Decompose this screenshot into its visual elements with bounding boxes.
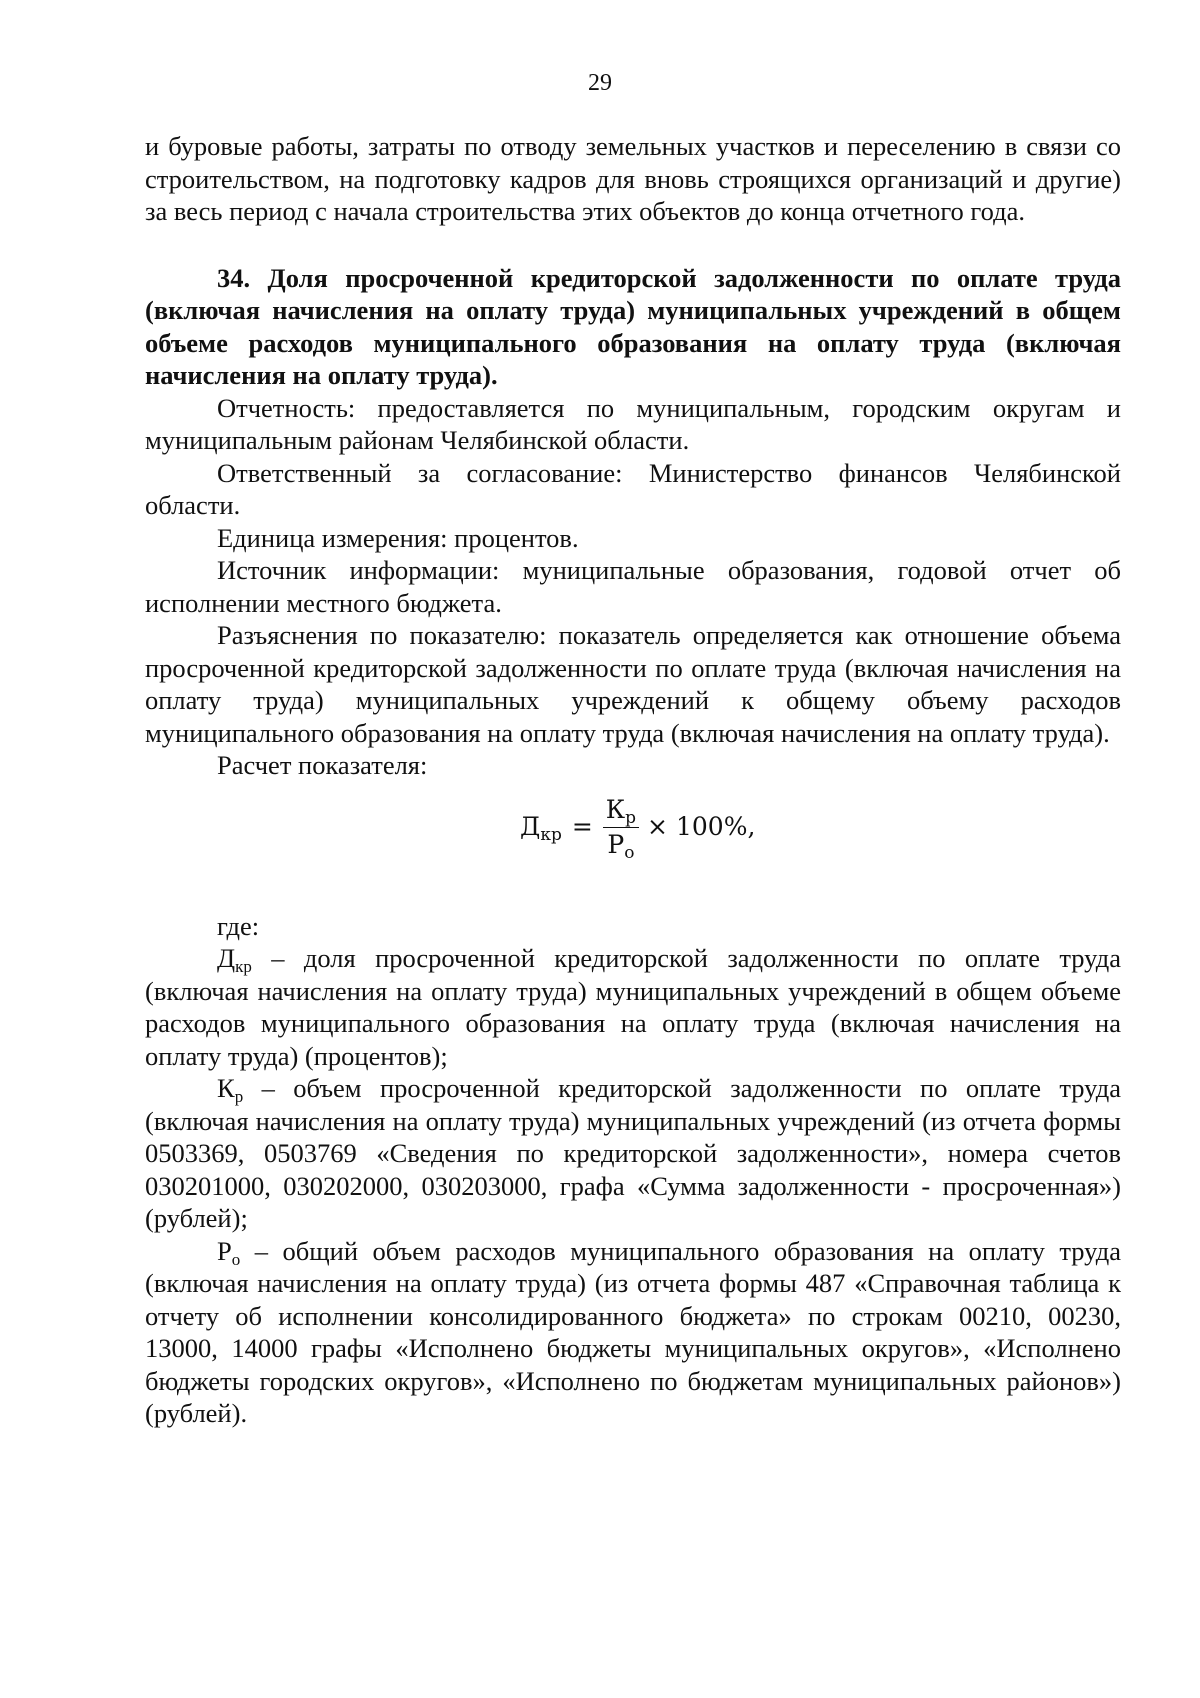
formula-equals: = bbox=[571, 812, 593, 842]
formula-fraction bbox=[603, 795, 639, 863]
calc-label: Расчет показателя: bbox=[217, 750, 428, 780]
formula-lhs: $Д_{кр}$ bbox=[520, 812, 562, 846]
formula-block bbox=[145, 782, 1121, 910]
definition-kr: $К_р$ – объем просроченной кредиторской задолженности по оплате труда (включая начисления на оплату труда) муниципальных учреждений (из отчета формы 0503369, 0503769 «Сведения по кредиторской задолженности», номера счетов 030201000, 030202000, 030203000, графа «Сумма задолженности - просроченная») (рублей); bbox=[145, 1073, 1121, 1233]
definition-dkr: $Д_{кр}$ – доля просроченной кредиторской задолженности по оплате труда (включая начисления на оплату труда) муниципальных учреждений в общем объеме расходов муниципального образования на оплату труда (включая начисления на оплату труда) (процентов); bbox=[145, 943, 1121, 1071]
definition-ro: $Р_о$ – общий объем расходов муниципального образования на оплату труда (включая начисления на оплату труда) (из отчета формы 487 «Справочная таблица к отчету об исполнении консолидированного бюджета» по строкам 00210, 00230, 13000, 14000 графы «Исполнено бюджеты муниципальных округов», «Исполнено бюджеты городских округов», «Исполнено по бюджетам муниципальных районов») (рублей). bbox=[145, 1235, 1121, 1428]
formula bbox=[520, 788, 755, 868]
section-heading: 34. Доля просроченной кредиторской задолженности по оплате труда (включая начисления на оплату труда) муниципальных учреждений в общем объеме расходов муниципального образования на оплату труда (включая начисления на оплату труда). bbox=[145, 262, 1121, 390]
explanation-paragraph: Разъяснения по показателю: показатель определяется как отношение объема просроченной кредиторской задолженности по оплате труда (включая начисления на оплату труда) муниципальных учреждений к общему объему расходов муниципального образования на оплату труда (включая начисления на оплату труда). bbox=[145, 620, 1121, 748]
formula-numerator: $К_р$ bbox=[603, 795, 639, 828]
intro-paragraph: и буровые работы, затраты по отводу земельных участков и переселению в связи со строительством, на подготовку кадров для вновь строящихся организаций и другие) за весь период с начала строительства этих объектов до конца отчетного года. bbox=[145, 131, 1121, 226]
document-body bbox=[145, 130, 1121, 1430]
where-label: где: bbox=[217, 910, 260, 941]
source-paragraph: Источник информации: муниципальные образования, годовой отчет об исполнении местного бюджета. bbox=[145, 555, 1121, 618]
reporting-paragraph: Отчетность: предоставляется по муниципальным, городским округам и муниципальным районам Челябинской области. bbox=[145, 392, 1121, 455]
formula-percent: 100%, bbox=[676, 812, 756, 842]
responsible-paragraph: Ответственный за согласование: Министерство финансов Челябинской области. bbox=[145, 457, 1121, 520]
page-number: 29 bbox=[588, 70, 612, 96]
unit-paragraph: Единица измерения: процентов. bbox=[217, 522, 579, 553]
formula-times: × bbox=[647, 812, 668, 842]
formula-denominator: $Р_о$ bbox=[607, 830, 635, 863]
